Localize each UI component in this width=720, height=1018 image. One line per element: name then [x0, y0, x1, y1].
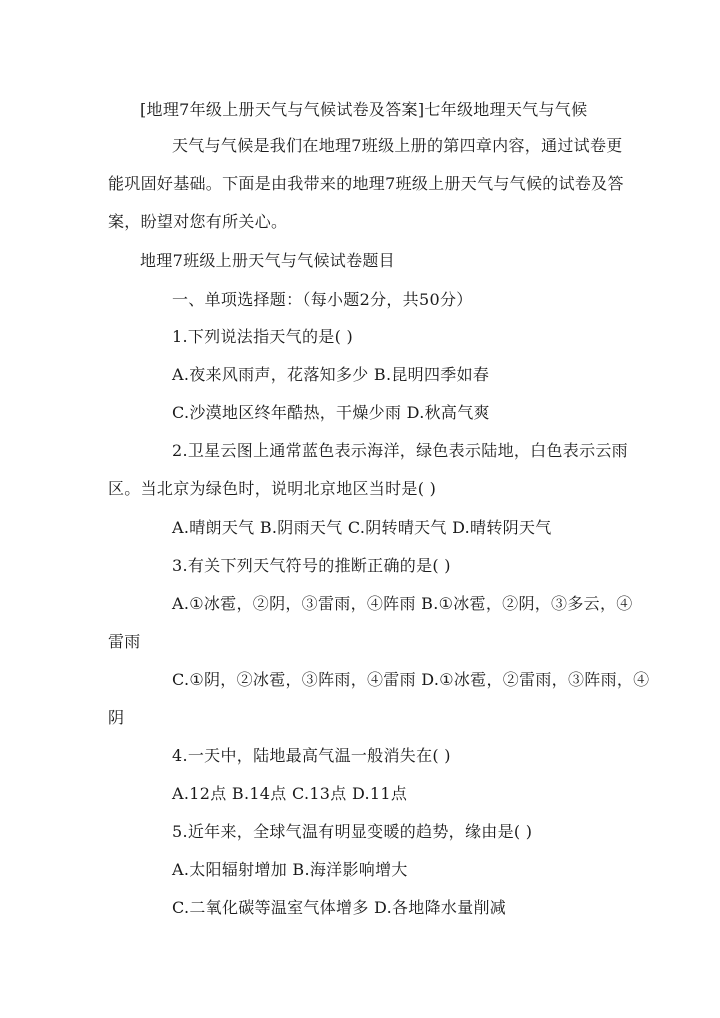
document-title: [地理7年级上册天气与气候试卷及答案]七年级地理天气与气候 [140, 100, 588, 119]
question-5-stem: 5.近年来，全球气温有明显变暖的趋势，缘由是( ) [172, 822, 533, 841]
question-5-options-line-1: A.太阳辐射增加 B.海洋影响增大 [172, 860, 408, 879]
question-3-options-line-1: A.①冰雹，②阴，③雷雨，④阵雨 B.①冰雹，②阴，③多云，④ [172, 594, 633, 613]
question-5-options-line-2: C.二氧化碳等温室气体增多 D.各地降水量削减 [172, 898, 507, 917]
question-2-stem-line-2: 区。当北京为绿色时，说明北京地区当时是( ) [108, 479, 437, 498]
question-4-stem: 4.一天中，陆地最高气温一般消失在( ) [172, 746, 451, 765]
question-1-options-line-2: C.沙漠地区终年酷热，干燥少雨 D.秋高气爽 [172, 403, 490, 422]
question-1-options-line-1: A.夜来风雨声，花落知多少 B.昆明四季如春 [172, 365, 490, 384]
question-3-stem: 3.有关下列天气符号的推断正确的是( ) [172, 556, 451, 575]
question-2-stem-line-1: 2.卫星云图上通常蓝色表示海洋，绿色表示陆地，白色表示云雨 [172, 441, 628, 460]
question-1-stem: 1.下列说法指天气的是( ) [172, 327, 354, 346]
question-3-options-line-2: 雷雨 [108, 632, 141, 651]
intro-line-2: 能巩固好基础。下面是由我带来的地理7班级上册天气与气候的试卷及答 [108, 174, 624, 193]
section-heading: 地理7班级上册天气与气候试卷题目 [140, 251, 395, 270]
intro-line-1: 天气与气候是我们在地理7班级上册的第四章内容，通过试卷更 [172, 136, 623, 155]
intro-line-3: 案，盼望对您有所关心。 [108, 212, 288, 231]
question-2-options: A.晴朗天气 B.阴雨天气 C.阴转晴天气 D.晴转阴天气 [172, 518, 552, 537]
question-3-options-line-4: 阴 [108, 708, 125, 727]
question-3-options-line-3: C.①阴，②冰雹，③阵雨，④雷雨 D.①冰雹，②雷雨，③阵雨，④ [172, 670, 650, 689]
part-heading: 一、单项选择题：（每小题2分，共50分） [172, 290, 473, 309]
question-4-options: A.12点 B.14点 C.13点 D.11点 [172, 784, 408, 803]
